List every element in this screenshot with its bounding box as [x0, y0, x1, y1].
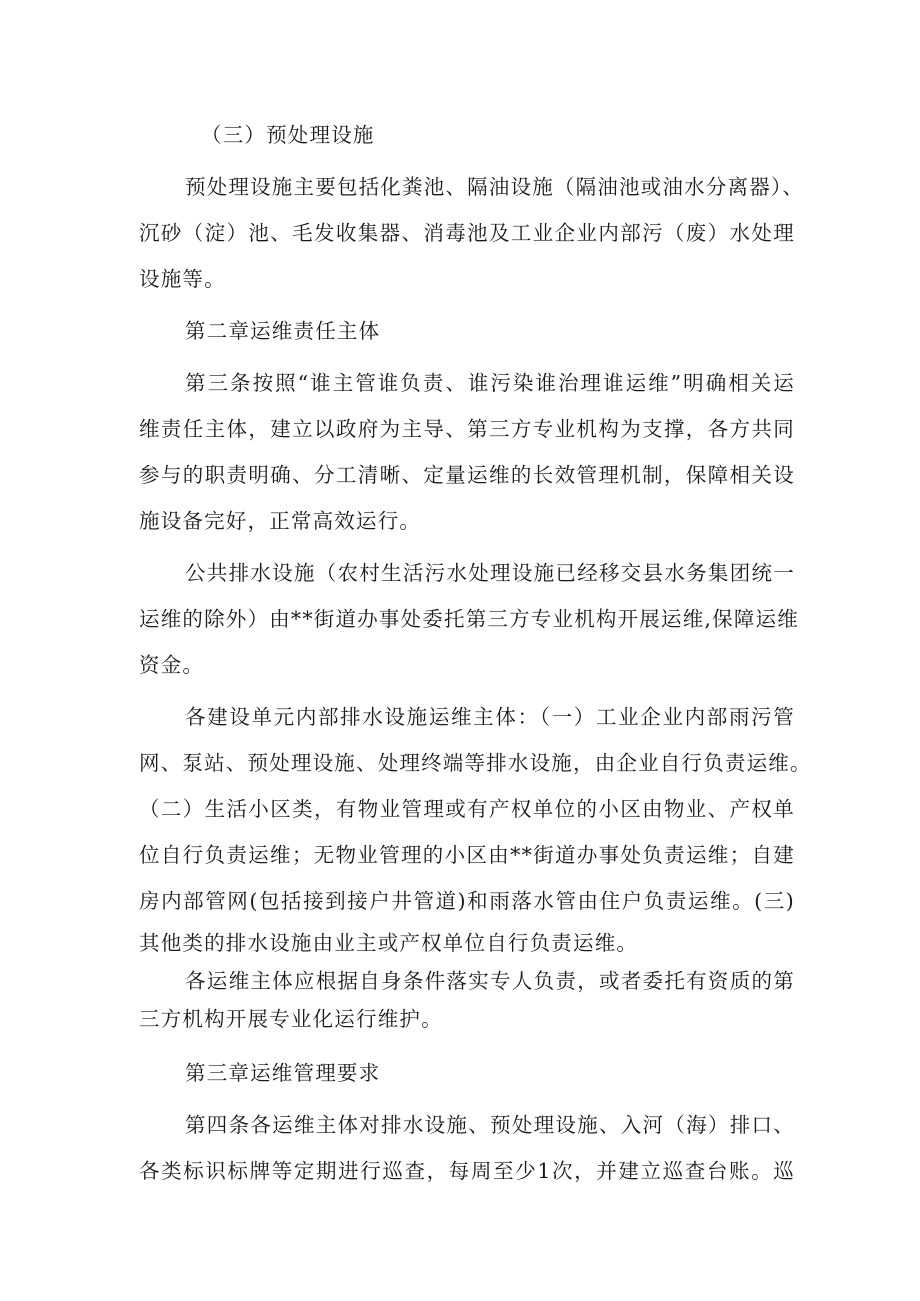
- pretreatment-line-2: 沉砂（淀）池、毛发收集器、消毒池及工业企业内部污（废）水处理: [139, 221, 795, 245]
- article3-line-1: 第三条按照“谁主管谁负责、谁污染谁治理谁运维”明确相关运: [185, 371, 795, 395]
- units-line-3: （二）生活小区类，有物业管理或有产权单位的小区由物业、产权单: [139, 797, 795, 821]
- public-drainage-line-1: 公共排水设施（农村生活污水处理设施已经移交县水务集团统一: [185, 561, 795, 585]
- heading-pretreatment: （三）预处理设施: [201, 123, 375, 147]
- article4-line-2: 各类标识标牌等定期进行巡查，每周至少1次，并建立巡查台账。巡: [139, 1159, 795, 1183]
- units-line-4: 位自行负责运维；无物业管理的小区由**街道办事处负责运维；自建: [139, 843, 795, 867]
- public-drainage-line-3: 资金。: [139, 653, 205, 677]
- document-page: [139, 112, 812, 1194]
- article3-line-4: 施设备完好，正常高效运行。: [139, 509, 422, 533]
- subjects-line-1: 各运维主体应根据自身条件落实专人负责，或者委托有资质的第: [185, 969, 795, 993]
- units-line-6: 其他类的排水设施由业主或产权单位自行负责运维。: [139, 931, 639, 955]
- chapter3-title: 第三章运维管理要求: [185, 1061, 381, 1085]
- pretreatment-line-3: 设施等。: [139, 267, 226, 291]
- units-line-2: 网、泵站、预处理设施、处理终端等排水设施，由企业自行负责运维。: [139, 751, 812, 775]
- units-line-5: 房内部管网(包括接到接户井管道)和雨落水管由住户负责运维。(三): [139, 889, 795, 913]
- chapter2-title: 第二章运维责任主体: [185, 319, 381, 343]
- article3-line-3: 参与的职责明确、分工清晰、定量运维的长效管理机制，保障相关设: [139, 463, 795, 487]
- article3-line-2: 维责任主体，建立以政府为主导、第三方专业机构为支撑，各方共同: [139, 417, 795, 441]
- public-drainage-line-2: 运维的除外）由**街道办事处委托第三方专业机构开展运维,保障运维: [139, 607, 799, 631]
- units-line-1: 各建设单元内部排水设施运维主体：（一）工业企业内部雨污管: [185, 705, 795, 729]
- pretreatment-line-1: 预处理设施主要包括化粪池、隔油设施（隔油池或油水分离器）、: [185, 175, 805, 199]
- article4-line-1: 第四条各运维主体对排水设施、预处理设施、入河（海）排口、: [185, 1113, 795, 1137]
- subjects-line-2: 三方机构开展专业化运行维护。: [139, 1007, 443, 1031]
